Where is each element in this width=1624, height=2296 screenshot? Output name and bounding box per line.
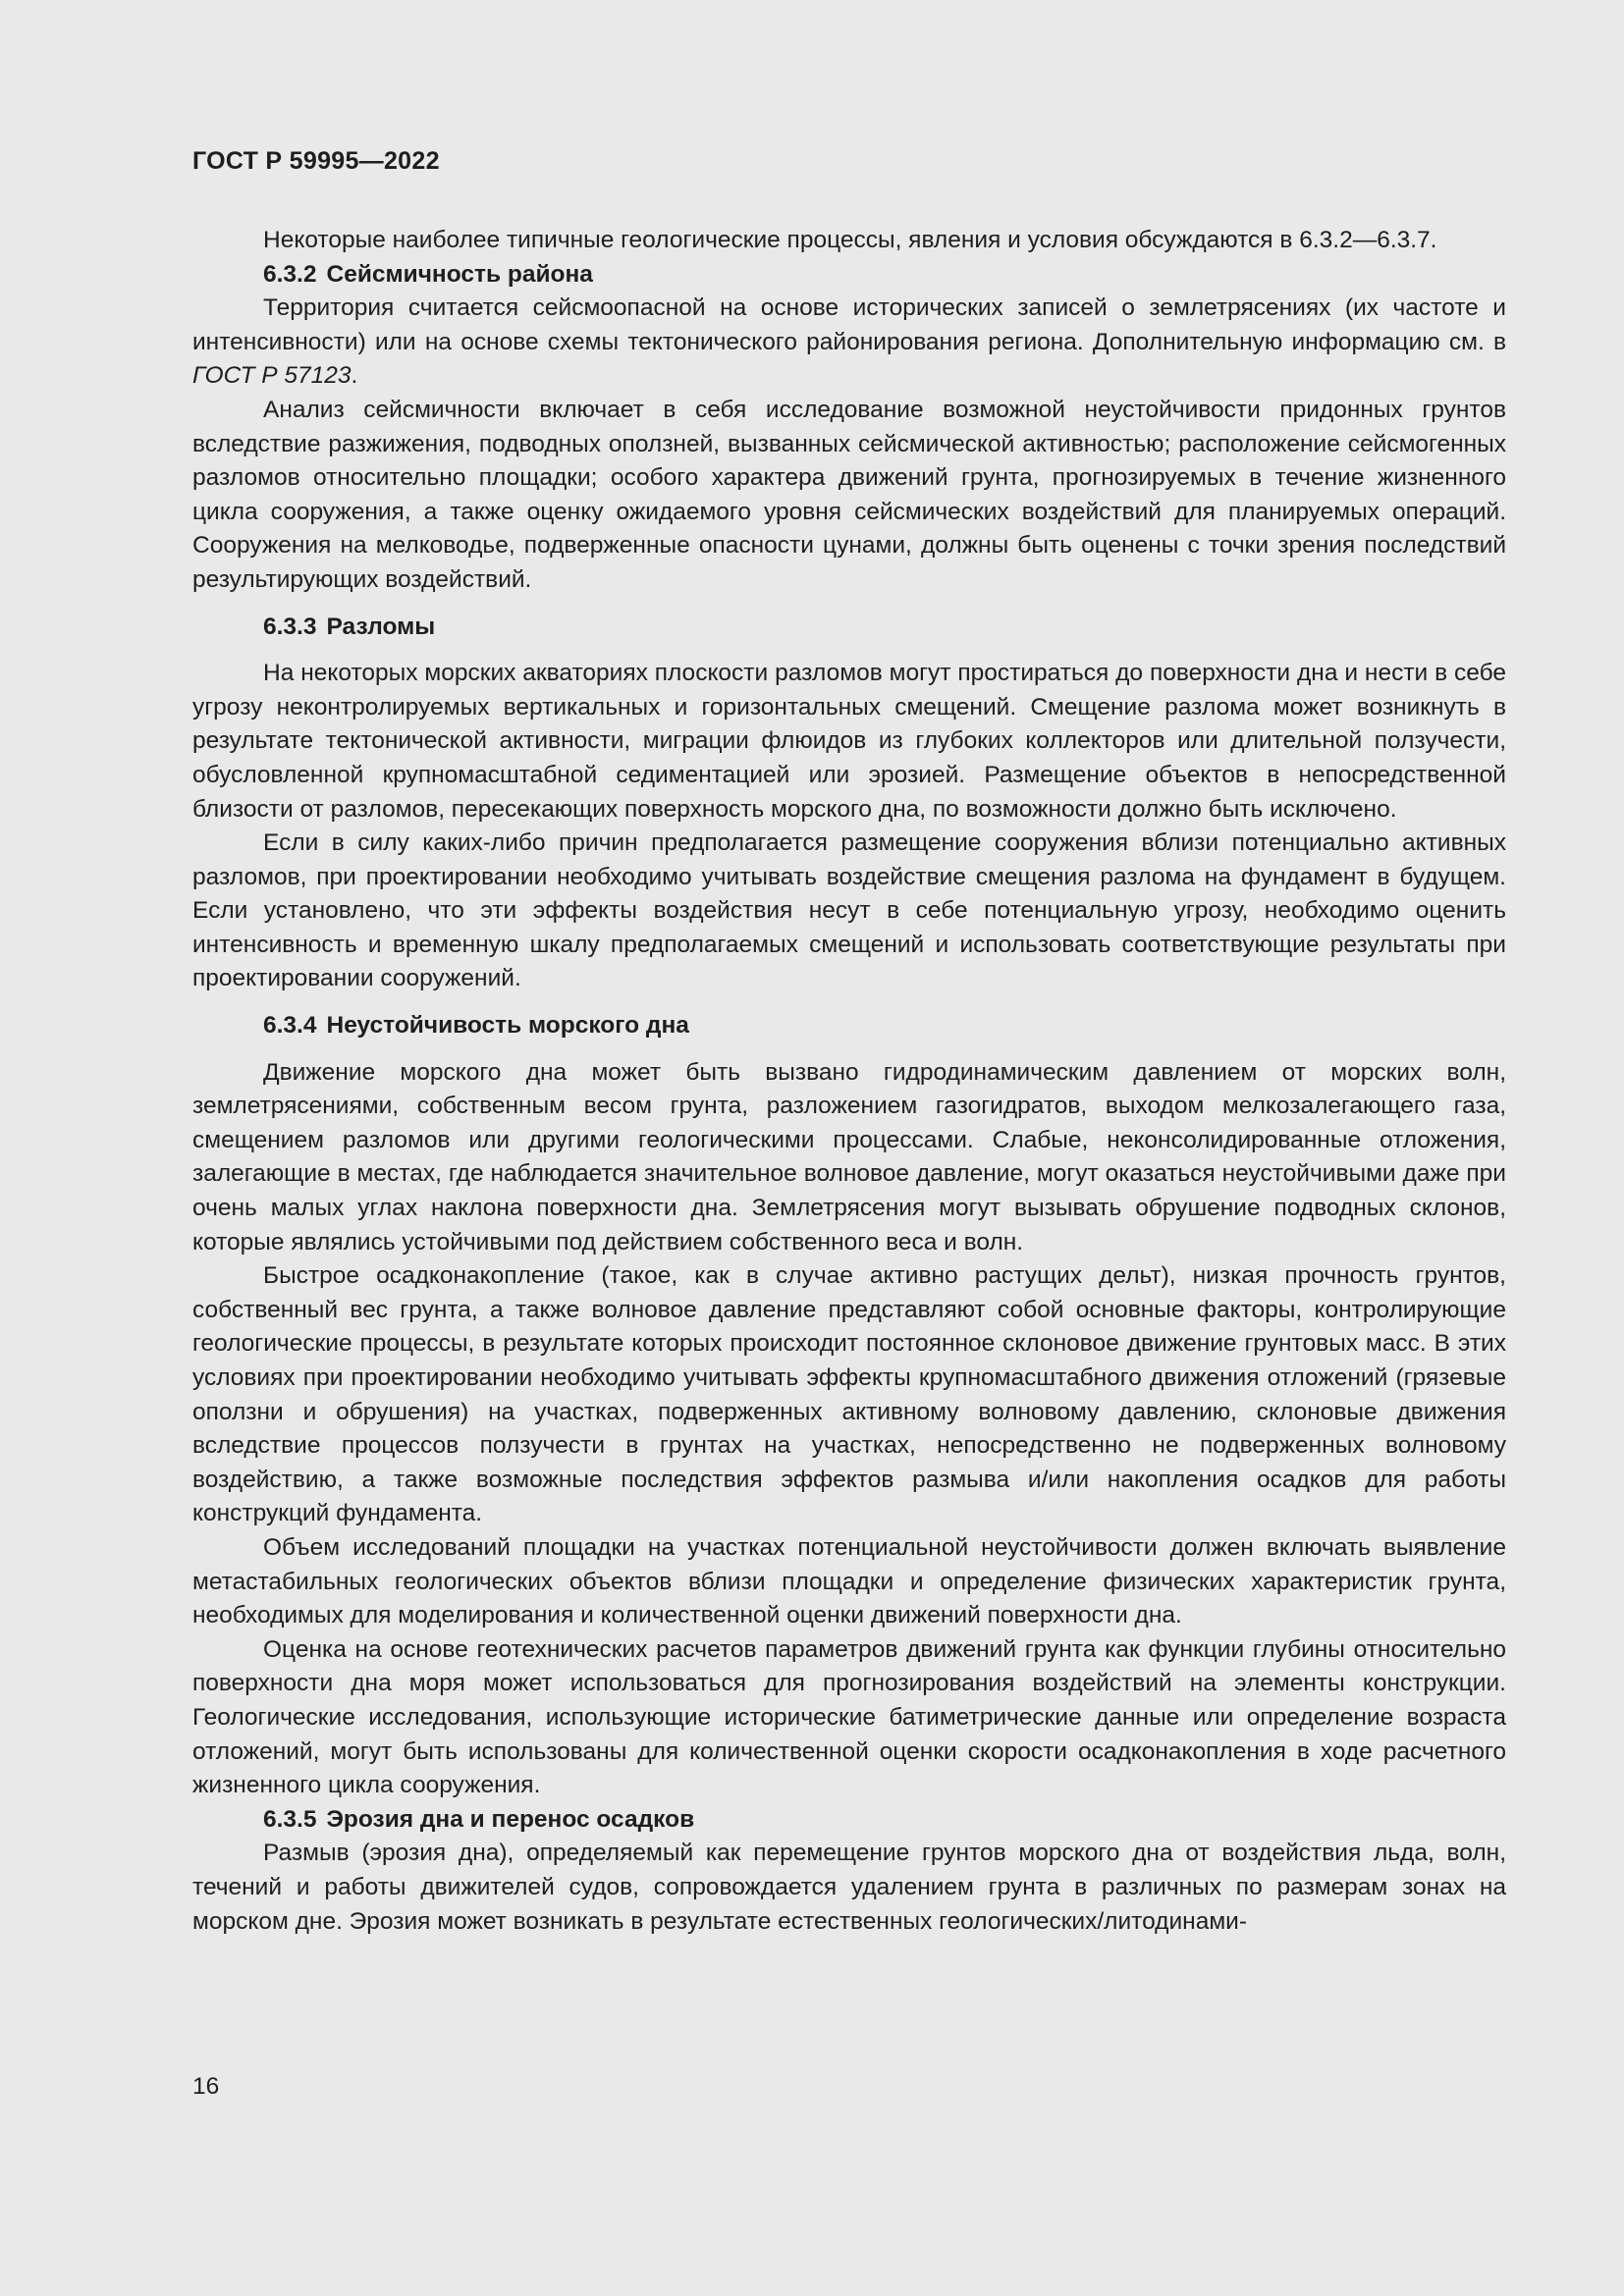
section-title: Сейсмичность района [326,260,593,288]
paragraph-6-3-4-2: Быстрое осадконакопление (такое, как в случае активно растущих дельт), низкая прочность грунтов, собственный вес грунта, а также волновое давление представляют собой основные факторы, контролирующие геологические процессы, в результате которых происходит постоянное склоновое движение грунтовых масс. В этих условиях при проектировании необходимо учитывать эффекты крупномасштабного движения отложений (грязевые оползни и обрушения) на участках, подверженных активному волновому давлению, склоновые движения вследствие процессов ползучести в грунтах на участках, непосредственно не подверженных волновому воздействию, а также возможные последствия эффектов размыва и/или накопления осадков для работы конструкций фундамента. [192,1262,1506,1527]
section-title: Неустойчивость морского дна [326,1012,689,1040]
paragraph-6-3-4-1: Движение морского дна может быть вызвано гидродинамическим давлением от морских волн, землетрясениями, собственным весом грунта, разложением газогидратов, выходом мелкозалегающего газа, смещением разломов или другими геологическими процессами. Слабые, неконсолидированные отложения, залегающие в местах, где наблюдается значительное волновое давление, могут оказаться неустойчивыми даже при очень малых углах наклона поверхности дна. Землетрясения могут вызывать обрушение подводных склонов, которые являлись устойчивыми под действием собственного веса и волн. [192,1058,1506,1255]
section-heading-6-3-2 [192,258,1506,293]
section-title: Разломы [326,613,436,640]
section-title: Эрозия дна и перенос осадков [326,1805,695,1833]
section-number: 6.3.3 [263,613,317,640]
page-number: 16 [192,2073,220,2100]
paragraph-6-3-3-2: Если в силу каких-либо причин предполагается размещение сооружения вблизи потенциально активных разломов, при проектировании необходимо учитывать воздействие смещения разлома на фундамент в будущем. Если установлено, что эти эффекты воздействия несут в себе потенциальную угрозу, необходимо оценить интенсивность и временную шкалу предполагаемых смещений и использовать соответствующие результаты при проектировании сооружений. [192,829,1506,992]
document-header: ГОСТ Р 59995—2022 [192,147,440,175]
section-heading-6-3-5 [192,1803,1506,1838]
section-number: 6.3.5 [263,1805,317,1833]
paragraph-6-3-5-1: Размыв (эрозия дна), определяемый как перемещение грунтов морского дна от воздействия льда, волн, течений и работы движителей судов, сопровождается удалением грунта в различных по размерам зонах на морском дне. Эрозия может возникать в результате естественных геологических/литодинами- [192,1840,1506,1935]
document-body [192,224,1506,1939]
standard-reference: ГОСТ Р 57123 [192,362,352,390]
section-number: 6.3.2 [263,260,317,288]
section-number: 6.3.4 [263,1012,317,1040]
paragraph-end: . [351,362,358,390]
section-heading-6-3-3 [192,611,1506,645]
intro-paragraph: Некоторые наиболее типичные геологические процессы, явления и условия обсуждаются в 6.3.2—6.3.7. [263,227,1437,253]
paragraph-6-3-2-1 [192,292,1506,394]
paragraph-6-3-4-3: Объем исследований площадки на участках потенциальной неустойчивости должен включать выявление метастабильных геологических объектов вблизи площадки и определение физических характеристик грунта, необходимых для моделирования и количественной оценки движений поверхности дна. [192,1533,1506,1629]
paragraph-6-3-4-4: Оценка на основе геотехнических расчетов параметров движений грунта как функции глубины относительно поверхности дна моря может использоваться для прогнозирования воздействий на элементы конструкции. Геологические исследования, использующие исторические батиметрические данные или определение возраста отложений, могут быть использованы для количественной оценки скорости осадконакопления в ходе расчетного жизненного цикла сооружения. [192,1635,1506,1799]
paragraph-6-3-3-1: На некоторых морских акваториях плоскости разломов могут простираться до поверхности дна и нести в себе угрозу неконтролируемых вертикальных и горизонтальных смещений. Смещение разлома может возникнуть в результате тектонической активности, миграции флюидов из глубоких коллекторов или длительной ползучести, обусловленной крупномасштабной седиментацией или эрозией. Размещение объектов в непосредственной близости от разломов, пересекающих поверхность морского дна, по возможности должно быть исключено. [192,660,1506,823]
paragraph-text: Территория считается сейсмоопасной на основе исторических записей о землетрясениях (их частоте и интенсивности) или на основе схемы тектонического районирования региона. Дополнительную информацию см. в [192,294,1506,355]
paragraph-6-3-2-2: Анализ сейсмичности включает в себя исследование возможной неустойчивости придонных грунтов вследствие разжижения, подводных оползней, вызванных сейсмической активностью; расположение сейсмогенных разломов относительно площадки; особого характера движений грунта, прогнозируемых в течение жизненного цикла сооружения, а также оценку ожидаемого уровня сейсмических воздействий для планируемых операций. Сооружения на мелководье, подверженные опасности цунами, должны быть оценены с точки зрения последствий результирующих воздействий. [192,396,1506,593]
section-heading-6-3-4 [192,1009,1506,1043]
